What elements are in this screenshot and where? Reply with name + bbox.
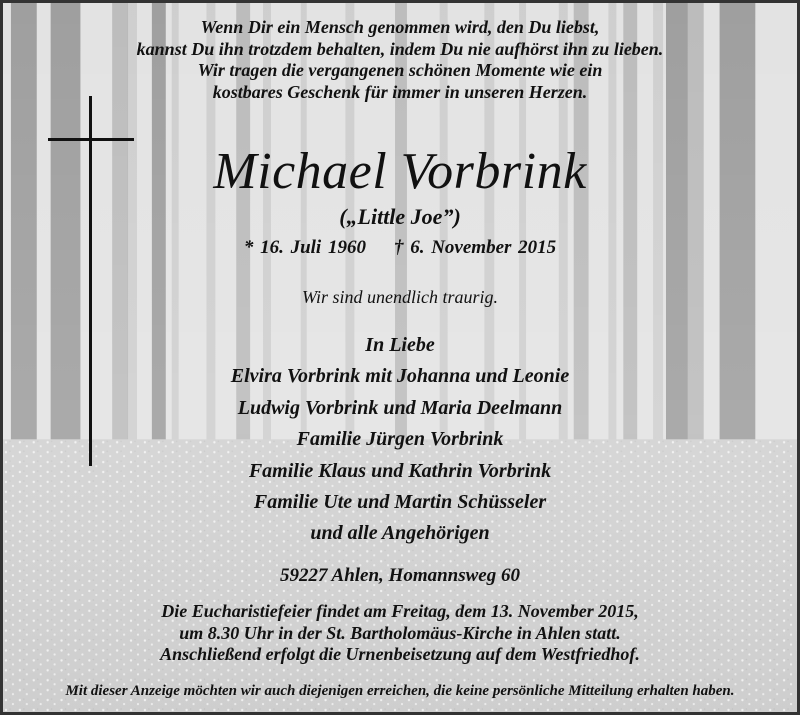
poem-line: Wir tragen die vergangenen schönen Momente wie ein xyxy=(197,60,603,80)
life-dates xyxy=(3,237,797,259)
mourner-line: Familie Klaus und Kathrin Vorbrink xyxy=(248,459,552,482)
service-line: Die Eucharistiefeier findet am Freitag, dem 13. November 2015, xyxy=(161,601,639,621)
poem-line: Wenn Dir ein Mensch genommen wird, den Du liebst, xyxy=(200,17,600,37)
service-line: Anschließend erfolgt die Urnenbeisetzung auf dem Westfriedhof. xyxy=(160,644,640,664)
mourner-line: Elvira Vorbrink mit Johanna und Leonie xyxy=(230,365,570,388)
mourner-line: Familie Ute und Martin Schüsseler xyxy=(253,491,547,514)
mourner-line: und alle Angehörigen xyxy=(310,522,490,545)
poem-line: kannst Du ihn trotzdem behalten, indem Du nie aufhörst ihn zu lieben. xyxy=(136,38,664,59)
deceased-name: Michael Vorbrink xyxy=(213,143,587,200)
deceased-nickname: („Little Joe”) xyxy=(339,204,461,229)
mourner-line: Ludwig Vorbrink und Maria Deelmann xyxy=(237,396,563,419)
service-details xyxy=(3,601,797,666)
service-line: um 8.30 Uhr in der St. Bartholomäus-Kirche in Ahlen statt. xyxy=(179,622,621,643)
birth-date: * 16. Juli 1960 xyxy=(243,237,366,258)
mourners-list xyxy=(3,330,797,550)
memorial-poem xyxy=(3,17,797,103)
footer-note: Mit dieser Anzeige möchten wir auch diejenigen erreichen, die keine persönliche Mitteilung erhalten haben. xyxy=(65,683,735,699)
mourner-line: In Liebe xyxy=(365,334,435,356)
mourner-line: Familie Jürgen Vorbrink xyxy=(296,428,504,451)
notice-text xyxy=(3,3,797,712)
sorrow-statement: Wir sind unendlich traurig. xyxy=(301,287,498,307)
poem-line: kostbares Geschenk für immer in unseren Herzen. xyxy=(212,81,588,102)
death-date: † 6. November 2015 xyxy=(393,237,557,258)
family-address: 59227 Ahlen, Homannsweg 60 xyxy=(279,565,520,586)
